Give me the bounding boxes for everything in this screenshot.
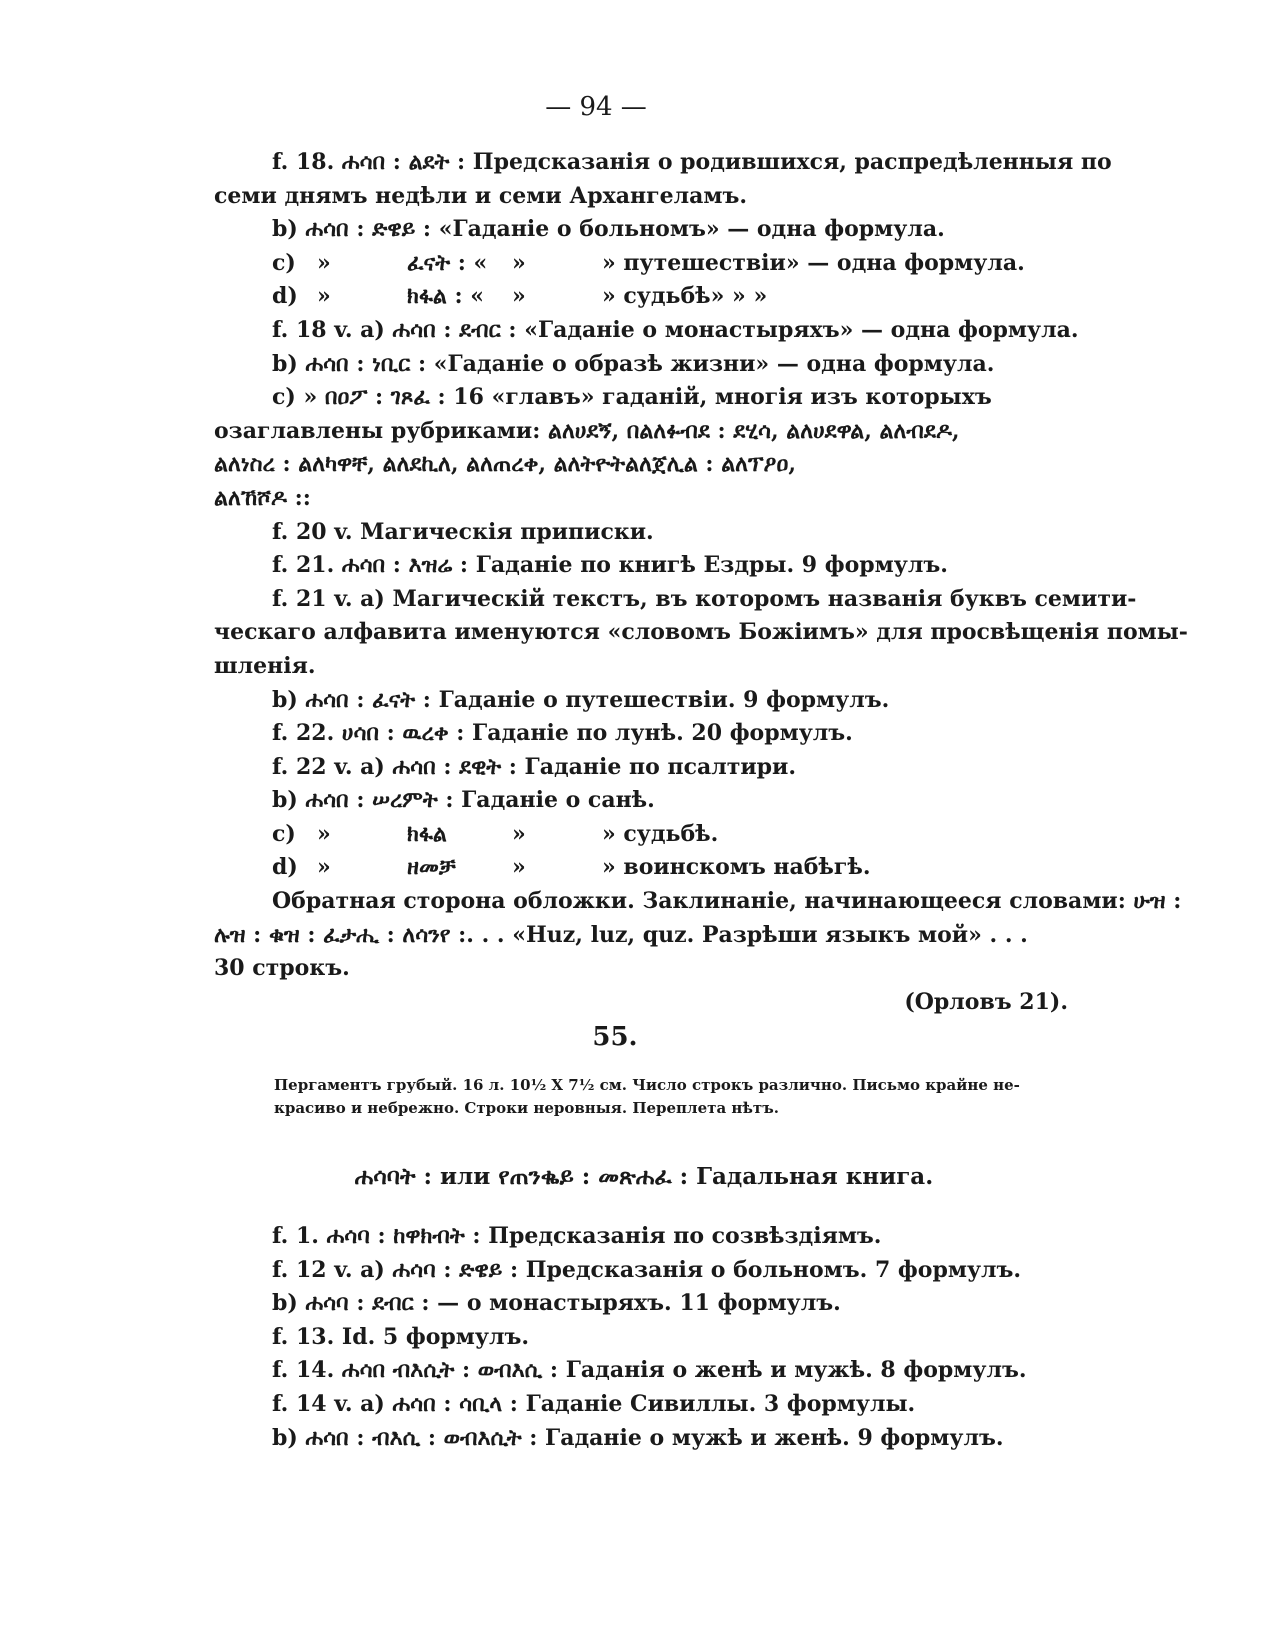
source-note: (Орловъ 21). — [904, 988, 1068, 1015]
cover-line-2: ሉዝ : ቁዝ : ፈታሒ : ለሳንየ :. . . «Huz, luz, quz. Разрѣши языкъ мой» . . . — [214, 921, 1028, 948]
f18-line-1: f. 18. ሐሳበ : ልደት : Предсказанія о родившихся, распредѣленныя по — [272, 149, 1112, 175]
e55-line-6: f. 14 v. a) ሐሳበ : ሳቢላ : Гаданіе Сивиллы. 3 формулы. — [272, 1390, 916, 1417]
f21v-line-1: f. 21 v. a) Магическій текстъ, въ которомъ названія буквъ семити- — [272, 585, 1137, 612]
cover-line-1: Обратная сторона обложки. Заклинаніе, начинающееся словами: ሁዝ : — [272, 888, 1182, 915]
col-ditto: » — [317, 283, 331, 310]
col-text: » судьбѣ. — [602, 820, 719, 847]
col-term: ክፋል : « — [407, 283, 485, 310]
f18vc-line-4: ልለኸሾዶ :: — [214, 484, 311, 511]
f18vc-line-3: ልለነስረ : ልለካዋቸ, ልለደኪለ, ልለጠረቀ, ልለትዮትልለጀሊል : ልለፕዖዐ, — [214, 451, 796, 478]
f18vb-line: b) ሐሳበ : ነቢር : «Гаданіе о образѣ жизни» — одна формула. — [272, 350, 995, 377]
col-label: d) — [272, 854, 298, 881]
f18c-line — [214, 247, 1074, 281]
e55-line-5: f. 14. ሐሳበ ብእሲት : ወብእሲ : Гаданія о женѣ и мужѣ. 8 формулъ. — [272, 1357, 1027, 1384]
col-label: c) — [272, 249, 296, 276]
f22vb-line: b) ሐሳበ : ሠረምት : Гаданіе о санѣ. — [272, 787, 655, 814]
col-text: » путешествіи» — одна формула. — [602, 249, 1025, 276]
col-ditto: » — [317, 854, 331, 881]
entry-55-body — [214, 1220, 1074, 1455]
e55-line-4: f. 13. Id. 5 формулъ. — [272, 1323, 530, 1350]
f22vd-line — [214, 851, 1074, 885]
entry-54-body — [214, 146, 1188, 1019]
e55-line-3: b) ሐሳባ : ደብር : — о монастыряхъ. 11 формулъ. — [272, 1290, 841, 1317]
e55-line-2: f. 12 v. a) ሐሳባ : ድዌይ : Предсказанія о больномъ. 7 формулъ. — [272, 1256, 1022, 1283]
col-text: » воинскомъ набѣгѣ. — [602, 854, 871, 881]
f18-line-2: семи днямъ недѣли и семи Архангеламъ. — [214, 182, 747, 209]
entry-number: 55. — [592, 1022, 638, 1052]
e55-line-1: f. 1. ሐሳባ : ከዋክብት : Предсказанія по созвѣздіямъ. — [272, 1223, 882, 1249]
col-ditto-2: » — [512, 249, 526, 276]
f18v-line: f. 18 v. a) ሐሳበ : ደብር : «Гаданіе о монастыряхъ» — одна формула. — [272, 316, 1079, 343]
f22-line: f. 22. ሀሳበ : ዉረቀ : Гаданіе по лунѣ. 20 формулъ. — [272, 720, 853, 747]
col-ditto: » — [317, 249, 331, 276]
f22v-line: f. 22 v. a) ሐሳበ : ደዊት : Гаданіе по псалтири. — [272, 753, 797, 780]
page-number: — 94 — — [545, 92, 647, 122]
cover-line-3: 30 строкъ. — [214, 955, 350, 982]
description-line-2: красиво и небрежно. Строки неровныя. Переплета нѣтъ. — [274, 1099, 779, 1117]
f21vb-line: b) ሐሳበ : ፈናት : Гаданіе о путешествіи. 9 формулъ. — [272, 686, 890, 713]
col-term: ፈናት : « — [407, 249, 488, 276]
f18b-line: b) ሐሳበ : ድዌይ : «Гаданіе о больномъ» — одна формула. — [272, 216, 945, 243]
col-ditto: » — [317, 820, 331, 847]
f22vc-line — [214, 818, 1074, 852]
entry-description — [274, 1074, 1074, 1120]
col-term: ክፋል — [407, 820, 447, 847]
f18vc-line-1: c) » በዐፖ : ገጾፈ : 16 «главъ» гаданій, многія изъ которыхъ — [272, 384, 992, 411]
f18vc-line-2: озаглавлены рубриками: ልለሀደኝ, በልለፉብደ : ደሂሳ, ልለሀደዋል, ልለብደዶ, — [214, 417, 960, 444]
col-ditto-2: » — [512, 854, 526, 881]
f21v-line-2: ческаго алфавита именуются «словомъ Божіимъ» для просвѣщенія помы- — [214, 619, 1188, 646]
e55-line-7: b) ሐሳበ : ብእሲ : ወብእሲት : Гаданіе о мужѣ и женѣ. 9 формулъ. — [272, 1424, 1004, 1451]
description-line-1: Пергаментъ грубый. 16 л. 10½ X 7½ см. Число строкъ различно. Письмо крайне не- — [274, 1076, 1020, 1094]
col-text: » судьбѣ» » » — [602, 283, 768, 310]
col-label: d) — [272, 283, 298, 310]
col-ditto-2: » — [512, 283, 526, 310]
entry-heading: ሐሳባት : или የጠንቈይ : መጽሐፈ : Гадальная книга. — [354, 1163, 934, 1190]
col-term: ዘመቻ — [407, 854, 456, 881]
f18d-line — [214, 280, 1074, 314]
f20v-line: f. 20 v. Магическія приписки. — [272, 518, 654, 545]
f21v-line-3: шленія. — [214, 652, 316, 679]
f21-line: f. 21. ሐሳበ : እዝሬ : Гаданіе по книгѣ Ездры. 9 формулъ. — [272, 552, 948, 579]
col-ditto-2: » — [512, 820, 526, 847]
col-label: c) — [272, 820, 296, 847]
